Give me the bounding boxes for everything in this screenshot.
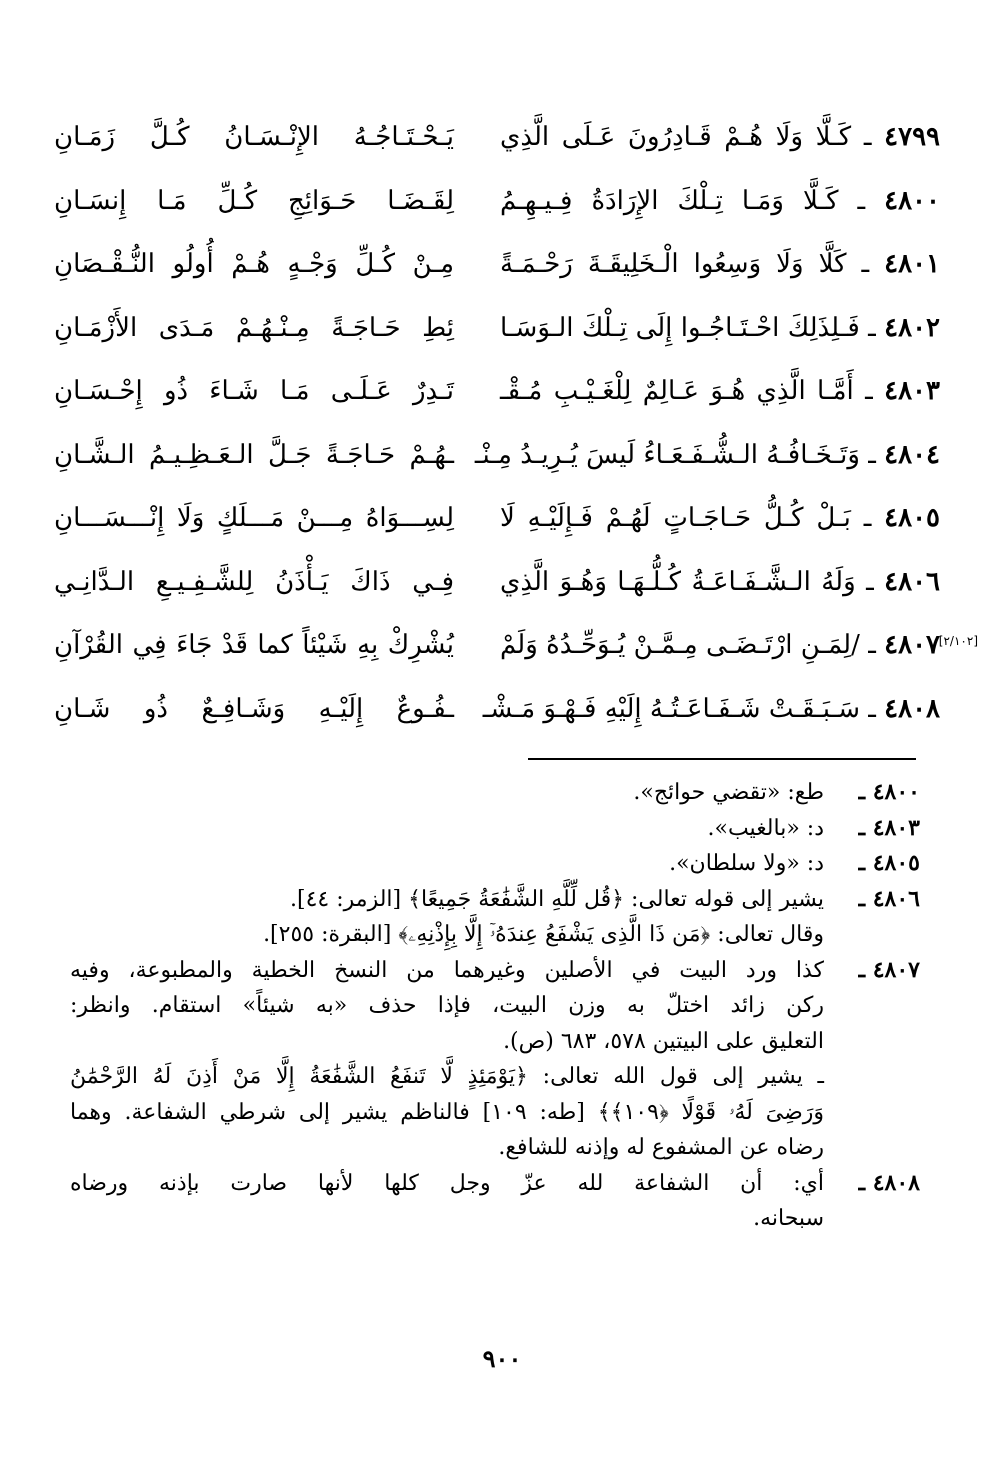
- footnote-number: ٤٨٠٠ ـ: [858, 779, 920, 805]
- verse-row: [40, 430, 940, 494]
- footnote-line: د: «بالغيب».: [707, 815, 824, 841]
- footnote-line: د: «ولا سلطان».: [669, 851, 824, 876]
- footnote-line: وقال تعالى: ﴿مَن ذَا الَّذِى يَشْفَعُ عِندَهُۥٓ إِلَّا بِإِذْنِهِۦ﴾ [البقرة: ٢٥٥].: [263, 922, 824, 947]
- verse-number-dash: ـ: [850, 503, 885, 533]
- verse-first-text: وَتَـخَـافُـهُ الـشُّـفَـعَـاءُ لَيسَ يُـرِيـدُ مِـنْـ: [474, 439, 860, 470]
- verse-number: ٤٨٠٢: [884, 312, 940, 343]
- verse-second-hemistich: لِسِـــوَاهُ مِـــنْ مَـــلَكٍ وَلَا إِنْـــسَـــانِ: [54, 503, 454, 533]
- verse-first-hemistich: [500, 303, 940, 353]
- footnote-line: وَرَضِىَ لَهُۥ قَوْلًا ﴿١٠٩﴾﴾ [طه: ١٠٩] فالناظم يشير إلى شرطي الشفاعة. وهما: [70, 1099, 824, 1125]
- footnote-number: ٤٨٠٥ ـ: [858, 850, 920, 876]
- verse-row: [40, 684, 940, 748]
- verse-row: [40, 366, 940, 430]
- verse-second-hemistich: تَـدِرٌ عَـلَـى مَـا شَـاءَ ذُو إِحْـسَـانِ: [54, 376, 454, 406]
- verse-row: [40, 176, 940, 240]
- verse-first-hemistich: [500, 557, 940, 607]
- verse-number: ٤٨٠٦: [884, 566, 941, 597]
- verse-first-hemistich: [500, 620, 940, 670]
- verse-second-hemistich: ـهُـمْ حَـاجَـةً جَـلَّ الـعَـظِـيـمُ الـشَّـانِ: [54, 439, 454, 470]
- verse-number-dash: ـ: [838, 185, 885, 216]
- footnote-line: رضاه عن المشفوع له وإذنه للشافع.: [498, 1135, 824, 1160]
- footnotes: [70, 775, 920, 1237]
- footnote-separator: [528, 758, 916, 760]
- verse-first-hemistich: [500, 239, 940, 289]
- verse-first-text: فَـلِذَلِكَ احْـتَـاجُـوا إِلَى تِـلْكَ الـوَسَـا: [500, 312, 860, 343]
- footnote-line: طع: «تقضي حوائج».: [633, 780, 824, 805]
- verse-number: ٤٨٠١: [884, 249, 940, 279]
- footnote-line: كذا ورد البيت في الأصلين وغيرهما من النسخ الخطية والمطبوعة، وفيه: [70, 957, 824, 983]
- verse-row: [40, 557, 940, 621]
- verse-number-dash: ـ: [859, 439, 885, 470]
- verse-number: ٤٨٠٣: [884, 376, 940, 406]
- footnote-line: ـ يشير إلى قول الله تعالى: ﴿يَوْمَئِذٍ لَّا تَنفَعُ الشَّفَٰعَةُ إِلَّا مَنْ أَذِنَ لَهُ الرَّحْمَٰنُ: [70, 1064, 824, 1089]
- verse-number: ٤٧٩٩: [884, 122, 940, 152]
- footnote-number: ٤٨٠٣ ـ: [858, 814, 920, 841]
- verse-first-text: وَلَهُ الـشَّـفَـاعَـةُ كُـلُّـهَـا وَهُـوَ الَّذِي: [500, 566, 856, 597]
- verse-second-hemistich: ئِطِ حَـاجَـةً مِـنْـهُـمْ مَـدَى الأَزْمَـانِ: [54, 312, 454, 343]
- footnote-line: التعليق على البيتين ٥٧٨، ٦٨٣ (ص).: [503, 1028, 824, 1054]
- verse-number-dash: ـ: [851, 122, 885, 152]
- verse-second-hemistich: يُشْرِكْ بِهِ شَيْئاً كما قَدْ جَاءَ فِي القُرْآنِ: [54, 630, 454, 660]
- verse-first-hemistich: [500, 112, 940, 162]
- margin-reference: [٢/١٠٢]: [938, 634, 978, 648]
- footnote: [70, 1166, 920, 1237]
- footnote: [70, 775, 920, 811]
- footnote: [70, 953, 920, 1166]
- footnote-number: ٤٨٠٦ ـ: [858, 885, 920, 912]
- verse-first-hemistich: [500, 493, 940, 543]
- verse-number: ٤٨٠٨: [884, 693, 940, 724]
- verse-number: ٤٨٠٠: [884, 185, 940, 216]
- verse-row: [40, 239, 940, 303]
- footnote: [70, 882, 920, 953]
- verse-number-dash: ـ: [859, 312, 885, 343]
- verse-first-text: كَلَّا وَلَا وَسِعُوا الْـخَلِيقَـةَ رَحْـمَـةً: [500, 249, 847, 279]
- verse-first-hemistich: [482, 684, 940, 734]
- verse-number-dash: ـ: [853, 376, 885, 406]
- verse-number-dash: ـ: [846, 249, 885, 279]
- poem-verses: [40, 112, 978, 747]
- verse-number-dash: ـ: [855, 566, 885, 597]
- verse-first-text: كَـلَّا وَلَا هُـمْ قَـادِرُونَ عَـلَى الَّذِي: [500, 122, 852, 152]
- verse-row: [40, 493, 940, 557]
- footnote-line: يشير إلى قوله تعالى: ﴿قُل لِّلَّهِ الشَّفَٰعَةُ جَمِيعًا﴾ [الزمر: ٤٤].: [290, 886, 824, 912]
- verse-number-dash: ـ: [859, 630, 885, 660]
- footnote-line: سبحانه.: [753, 1206, 824, 1231]
- verse-number: ٤٨٠٥: [884, 503, 940, 533]
- verse-second-hemistich: مِـنْ كُـلِّ وَجْـهٍ هُـمْ أُولُو النُّـقْـصَانِ: [54, 249, 454, 279]
- footnote-line: ركن زائد اختلّ به وزن البيت، فإذا حذف «به شيئاً» استقام. وانظر:: [70, 993, 824, 1018]
- verse-row: [40, 112, 940, 176]
- verse-second-hemistich: لِقَـضَـا حَـوَائِجِ كُـلِّ مَـا إِنسَـانِ: [54, 185, 454, 216]
- verse-second-hemistich: ـفُـوعٌ إِلَيْـهِ وَشَـافِـعٌ ذُو شَـانِ: [54, 693, 454, 724]
- footnote-number: ٤٨٠٨ ـ: [858, 1169, 920, 1196]
- verse-number: ٤٨٠٧: [884, 630, 940, 660]
- footnote: [70, 811, 920, 847]
- verse-second-hemistich: يَـحْـتَـاجُـهُ الإِنْـسَـانُ كُـلَّ زَمَـانِ: [54, 122, 454, 152]
- verse-first-text: أَمَّـا الَّذِي هُـوَ عَـالِمٌ لِلْغَـيْـبِ مُـقْـ: [500, 376, 854, 406]
- verse-first-hemistich: [500, 366, 940, 416]
- verse-number-dash: ـ: [859, 693, 885, 724]
- verse-second-hemistich: فِـي ذَاكَ يَـأْذَنُ لِلشَّـفِـيـعِ الـدَّانِـي: [54, 566, 454, 597]
- verse-first-hemistich: [500, 176, 940, 226]
- page-number: ٩٠٠: [482, 1344, 522, 1373]
- verse-first-text: سَـبَـقَـتْ شَـفَـاعَـتُـهُ إِلَيْهِ فَـهْـوَ مَـشْـ: [482, 693, 860, 724]
- footnote: [70, 846, 920, 882]
- verse-row: [40, 303, 940, 367]
- verse-first-text: /لِمَـنِ ارْتَـضَـى مِـمَّـنْ يُـوَحِّـدُهُ وَلَمْ: [500, 630, 860, 660]
- verse-first-hemistich: [474, 430, 940, 480]
- footnote-number: ٤٨٠٧ ـ: [858, 956, 920, 983]
- verse-row: [40, 620, 978, 684]
- verse-first-text: بَـلْ كُـلُّ حَـاجَـاتٍ لَهُـمْ فَـإِلَيْـهِ لَا: [500, 503, 851, 533]
- verse-number: ٤٨٠٤: [884, 439, 940, 470]
- verse-first-text: كَـلَّا وَمَـا تِـلْكَ الإِرَادَةُ فِـيـهِـمُ: [500, 185, 839, 216]
- footnote-line: أي: أن الشفاعة لله عزّ وجل كلها لأنها صارت بإذنه ورضاه: [70, 1170, 824, 1196]
